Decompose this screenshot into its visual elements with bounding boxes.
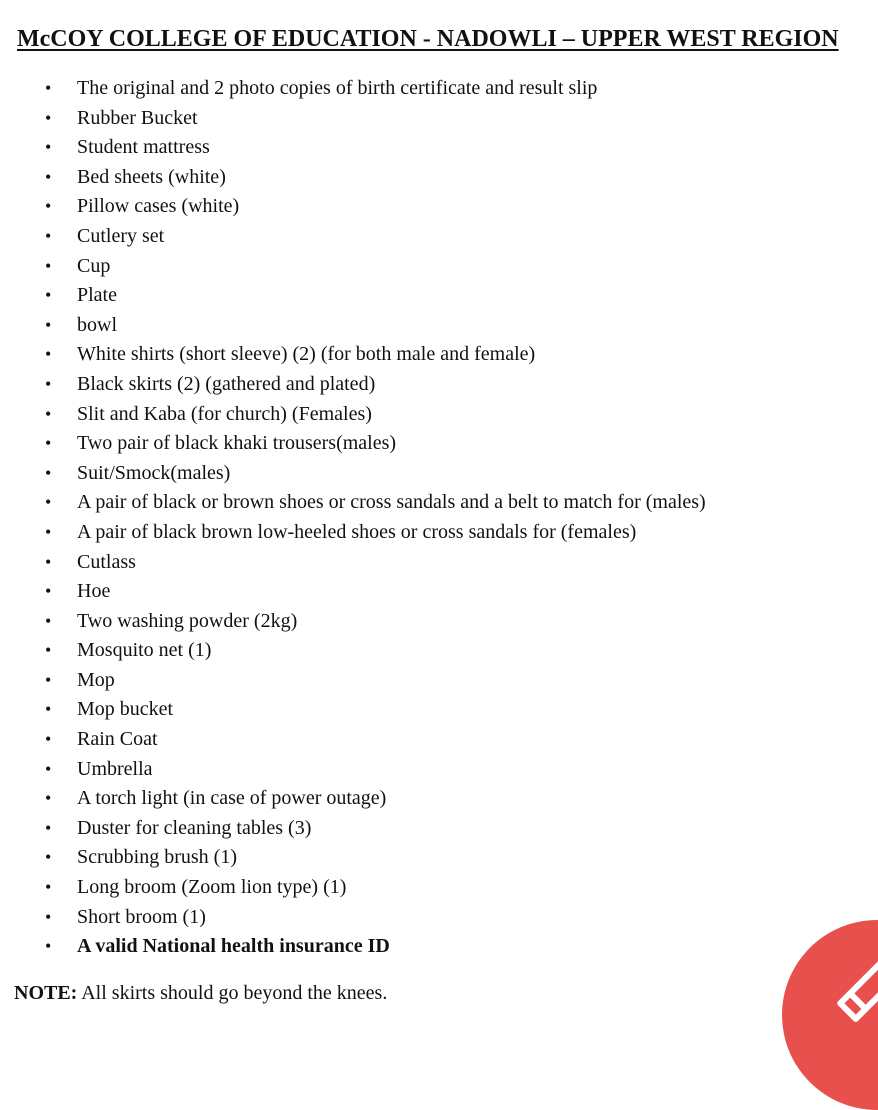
- list-item-text: Scrubbing brush (1): [77, 846, 237, 869]
- bullet-icon: •: [45, 462, 52, 483]
- bullet-icon: •: [45, 699, 52, 720]
- list-item-text: A pair of black or brown shoes or cross sandals and a belt to match for (males): [77, 491, 706, 514]
- edit-button[interactable]: [782, 920, 878, 1110]
- list-item-text: bowl: [77, 313, 117, 336]
- bullet-icon: •: [45, 581, 52, 602]
- note-text: All skirts should go beyond the knees.: [77, 982, 388, 1004]
- list-item-text: Mop bucket: [77, 698, 174, 721]
- note-label: NOTE:: [14, 982, 78, 1004]
- bullet-icon: •: [45, 492, 52, 513]
- list-item-text: Cutlass: [77, 550, 136, 573]
- bullet-icon: •: [45, 521, 52, 542]
- list-item-text: The original and 2 photo copies of birth certificate and result slip: [77, 77, 598, 99]
- list-item-text: Pillow cases (white): [77, 195, 240, 218]
- list-item-text: A pair of black brown low-heeled shoes or cross sandals for (females): [77, 520, 637, 543]
- list-item-text: Umbrella: [77, 757, 153, 780]
- note: [14, 979, 387, 1007]
- list-item-text: White shirts (short sleeve) (2) (for both male and female): [77, 343, 536, 366]
- list-item-text: Rain Coat: [77, 728, 158, 751]
- bullet-icon: •: [45, 344, 52, 365]
- bullet-icon: •: [45, 78, 52, 98]
- list-item-text: A valid National health insurance ID: [77, 935, 390, 958]
- list-item-text: Slit and Kaba (for church) (Females): [77, 402, 372, 425]
- bullet-icon: •: [45, 196, 52, 217]
- list-item-text: Plate: [77, 284, 117, 307]
- bullet-icon: •: [45, 847, 52, 868]
- bullet-icon: •: [45, 817, 52, 838]
- list-item-text: Duster for cleaning tables (3): [77, 816, 312, 839]
- list-item-text: Two pair of black khaki trousers(males): [77, 432, 397, 455]
- bullet-icon: •: [45, 403, 52, 424]
- bullet-icon: •: [45, 729, 52, 750]
- list-item-text: Long broom (Zoom lion type) (1): [77, 876, 347, 899]
- bullet-icon: •: [45, 373, 52, 394]
- list-item-text: Bed sheets (white): [77, 165, 226, 188]
- bullet-icon: •: [45, 788, 52, 809]
- bullet-icon: •: [45, 610, 52, 631]
- bullet-icon: •: [45, 225, 52, 246]
- bullet-icon: •: [45, 285, 52, 306]
- list-item-text: Suit/Smock(males): [77, 461, 231, 484]
- list-item-text: Mop: [77, 668, 115, 691]
- list-item-text: Cup: [77, 254, 111, 277]
- bullet-icon: •: [45, 137, 52, 158]
- bullet-icon: •: [45, 551, 52, 572]
- list-item-text: Short broom (1): [77, 905, 206, 928]
- list-item-text: Student mattress: [77, 136, 210, 159]
- document-title: McCOY COLLEGE OF EDUCATION - NADOWLI – UPPER WEST REGION: [17, 26, 839, 52]
- bullet-icon: •: [45, 255, 52, 276]
- list-item-text: A torch light (in case of power outage): [77, 787, 387, 810]
- bullet-icon: •: [45, 906, 52, 927]
- bullet-icon: •: [45, 877, 52, 898]
- list-item-text: Two washing powder (2kg): [77, 609, 298, 632]
- bullet-icon: •: [45, 936, 52, 957]
- list-item-text: Hoe: [77, 580, 111, 603]
- bullet-icon: •: [45, 107, 52, 128]
- pencil-icon: [782, 920, 878, 1110]
- list-item-text: Black skirts (2) (gathered and plated): [77, 372, 376, 395]
- list-item-text: Cutlery set: [77, 224, 165, 247]
- bullet-icon: •: [45, 669, 52, 690]
- bullet-icon: •: [45, 166, 52, 187]
- bullet-icon: •: [45, 640, 52, 661]
- list-item-text: Rubber Bucket: [77, 106, 198, 129]
- bullet-icon: •: [45, 314, 52, 335]
- list-item-text: Mosquito net (1): [77, 639, 212, 662]
- bullet-icon: •: [45, 433, 52, 454]
- bullet-icon: •: [45, 758, 52, 779]
